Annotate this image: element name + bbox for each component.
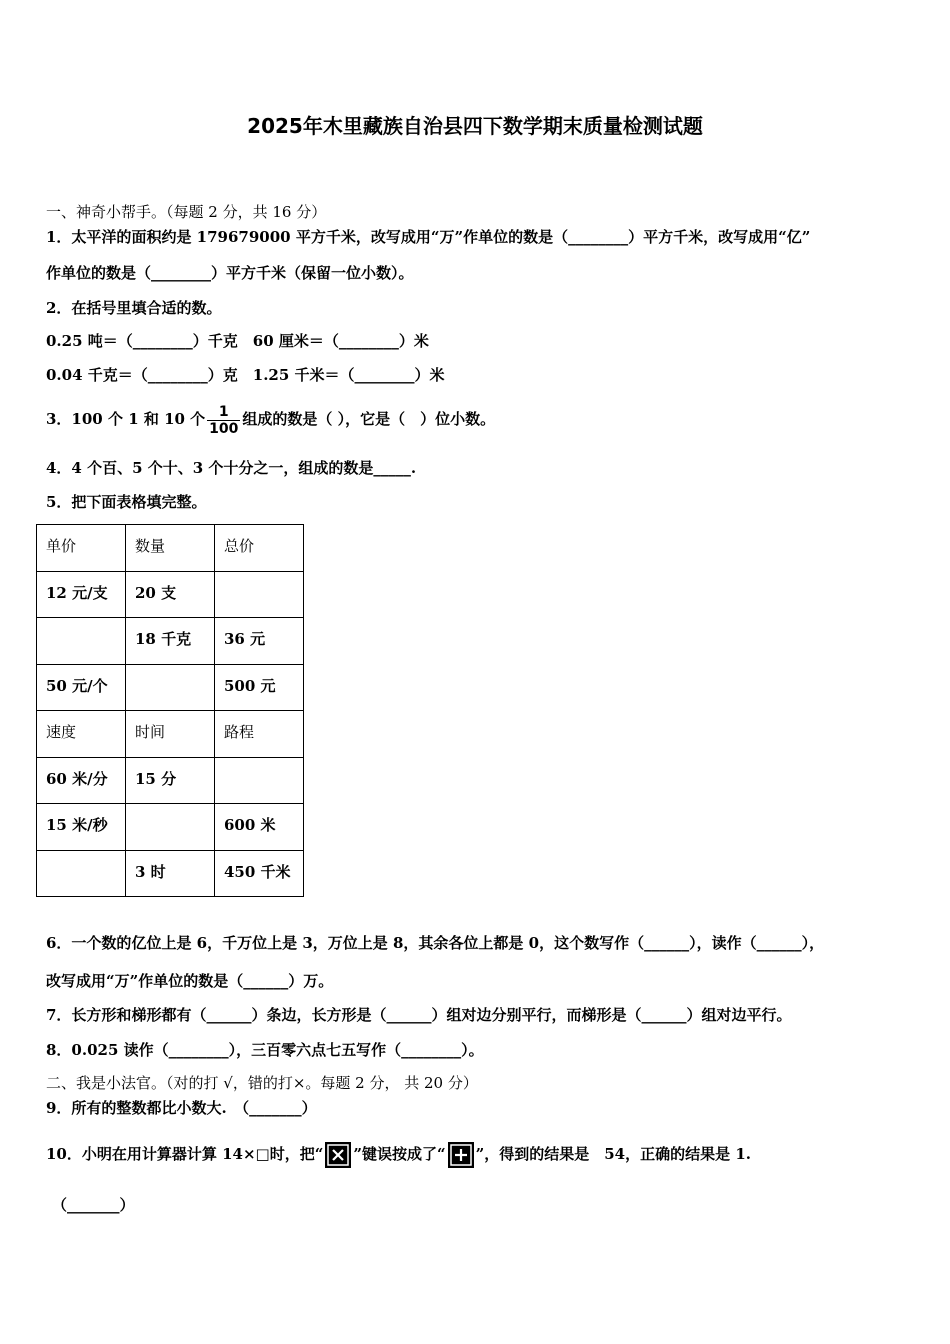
question-10-answer: （_______） (52, 1196, 135, 1214)
table-cell[interactable] (215, 571, 304, 618)
table-cell[interactable] (126, 664, 215, 711)
table-cell: 15 分 (126, 757, 215, 804)
table-cell: 600 米 (215, 804, 304, 851)
table-row (37, 618, 304, 665)
question-9: 9．所有的整数都比小数大. （_______） (46, 1099, 317, 1117)
question-5: 5．把下面表格填完整。 (46, 493, 207, 511)
times-key-icon (325, 1142, 351, 1168)
plus-key-icon (448, 1142, 474, 1168)
table-cell: 450 千米 (215, 850, 304, 897)
table-cell: 12 元/支 (37, 571, 126, 618)
question-2: 2．在括号里填合适的数。 (46, 299, 222, 317)
question-4: 4．4 个百、5 个十、3 个十分之一，组成的数是_____. (46, 459, 417, 477)
question-7: 7．长方形和梯形都有（______）条边，长方形是（______）组对边分别平行，而梯形是（______）组对边平行。 (46, 1006, 792, 1024)
table-cell[interactable] (37, 850, 126, 897)
table-row (37, 757, 304, 804)
table-cell: 路程 (215, 711, 304, 758)
question-10-pre: 10．小明在用计算器计算 14×□时，把“ (46, 1145, 324, 1163)
question-3 (46, 400, 495, 438)
table-row (37, 850, 304, 897)
fraction-denominator: 100 (209, 420, 239, 437)
question-10 (46, 1136, 751, 1172)
question-10-mid: ”键误按成了“ (353, 1145, 446, 1163)
fraction-numerator: 1 (207, 404, 240, 421)
table-cell: 60 米/分 (37, 757, 126, 804)
table-cell[interactable] (126, 804, 215, 851)
fill-in-table (36, 524, 304, 897)
question-6-line-1: 6．一个数的亿位上是 6，千万位上是 3，万位上是 8，其余各位上都是 0，这个数写作（______），读作（______）， (46, 934, 825, 952)
table-cell: 数量 (126, 525, 215, 572)
table-row (37, 664, 304, 711)
table-cell: 速度 (37, 711, 126, 758)
table-cell: 36 元 (215, 618, 304, 665)
table-cell: 15 米/秒 (37, 804, 126, 851)
question-8: 8．0.025 读作（________），三百零六点七五写作（________）。 (46, 1041, 484, 1059)
table-row (37, 525, 304, 572)
table-cell: 3 时 (126, 850, 215, 897)
question-3-pre: 3．100 个 1 和 10 个 (46, 410, 206, 428)
table-cell[interactable] (215, 757, 304, 804)
table-row (37, 571, 304, 618)
question-3-post: 组成的数是（ ），它是（ ）位小数。 (242, 410, 496, 428)
section-1-heading: 一、神奇小帮手。（每题 2 分，共 16 分） (46, 203, 327, 221)
question-1-line-1: 1．太平洋的面积约是 179679000 平方千米，改写成用“万”作单位的数是（________）平方千米，改写成用“亿” (46, 228, 811, 246)
table-cell: 50 元/个 (37, 664, 126, 711)
question-1-line-2: 作单位的数是（________）平方千米（保留一位小数）。 (46, 264, 414, 282)
question-2-line-2: 0.04 千克＝（________）克 1.25 千米＝（________）米 (46, 366, 445, 384)
table-cell: 20 支 (126, 571, 215, 618)
fraction-one-hundredth (207, 404, 240, 437)
table-row (37, 804, 304, 851)
question-6-line-2: 改写成用“万”作单位的数是（______）万。 (46, 972, 334, 990)
table-cell[interactable] (37, 618, 126, 665)
page-title: 2025年木里藏族自治县四下数学期末质量检测试题 (247, 114, 703, 138)
question-10-post: ”，得到的结果是 54，正确的结果是 1. (475, 1145, 751, 1163)
table-cell: 500 元 (215, 664, 304, 711)
section-2-heading: 二、我是小法官。（对的打 √，错的打×。每题 2 分， 共 20 分） (46, 1074, 478, 1092)
table-row (37, 711, 304, 758)
table-cell: 18 千克 (126, 618, 215, 665)
table-cell: 单价 (37, 525, 126, 572)
table-cell: 时间 (126, 711, 215, 758)
question-2-line-1: 0.25 吨＝（________）千克 60 厘米＝（________）米 (46, 332, 429, 350)
table-cell: 总价 (215, 525, 304, 572)
